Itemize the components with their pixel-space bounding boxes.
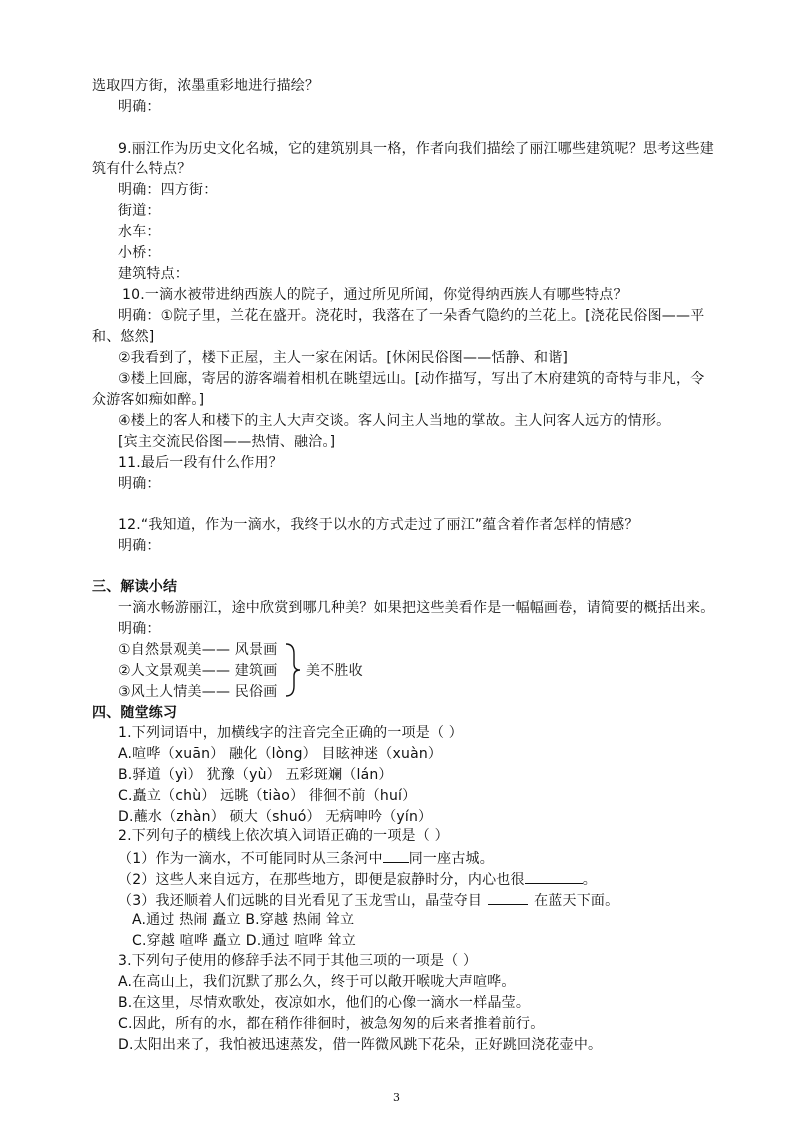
option-line: A.喧哗（xuān） 融化（lòng） 目眩神迷（xuàn）	[118, 746, 443, 762]
answer-line: 明确：①院子里，兰花在盛开。浇花时，我落在了一朵香气隐约的兰花上。[浇花民俗图——平	[118, 308, 705, 324]
text-line: 街道：	[118, 203, 161, 219]
question-12: 12.“我知道，作为一滴水，我终于以水的方式走过了丽江”蕴含着作者怎样的情感？	[118, 517, 639, 533]
summary-item: ②人文景观美—— 建筑画	[118, 663, 278, 679]
text-line: 建筑特点：	[118, 266, 189, 282]
page-number: 3	[393, 1091, 400, 1104]
fill-blank-sentence: （2）这些人来自远方，在那些地方，即便是寂静时分，内心也很 。	[118, 869, 597, 889]
text-line: [宾主交流民俗图——热情、融洽。]	[118, 434, 336, 450]
fill-blank-sentence: （3）我还顺着人们远眺的目光看见了玉龙雪山，晶莹夺目 在蓝天下面。	[118, 890, 619, 910]
summary-conclusion: 美不胜收	[306, 663, 363, 679]
fill-blank-sentence: （1）作为一滴水，不可能同时从三条河中 同一座古城。	[118, 848, 494, 868]
text-line: 选取四方街，浓墨重彩地进行描绘？	[92, 78, 320, 94]
option-line: C.穿越 喧哗 矗立 D.通过 喧哗 耸立	[132, 933, 356, 949]
text-line: 小桥：	[118, 245, 161, 261]
option-line: B.驿道（yì） 犹豫（yù） 五彩斑斓（lán）	[118, 767, 393, 783]
question-9: 9.丽江作为历史文化名城，它的建筑别具一格，作者向我们描绘了丽江哪些建筑呢？思考这些建	[118, 141, 714, 157]
answer-label: 明确：	[118, 99, 161, 115]
option-line: D.太阳出来了，我怕被迅速蒸发，借一阵微风跳下花朵，正好跳回浇花壶中。	[118, 1037, 603, 1053]
answer-label: 明确：四方街：	[118, 182, 218, 198]
answer-label: 明确：	[118, 476, 161, 492]
option-line: A.在高山上，我们沉默了那么久，终于可以敞开喉咙大声喧哗。	[118, 974, 516, 990]
exercise-question: 2.下列句子的横线上依次填入词语正确的一项是（ ）	[118, 828, 449, 844]
summary-item: ③风土人情美—— 民俗画	[118, 684, 278, 700]
section-heading: 四、随堂练习	[92, 705, 178, 721]
text-line: ②我看到了，楼下正屋，主人一家在闲话。[休闲民俗图——恬静、和谐]	[118, 350, 569, 366]
question-11: 11.最后一段有什么作用？	[118, 455, 283, 471]
option-line: D.蘸水（zhàn） 硕大（shuó） 无病呻吟（yín）	[118, 809, 433, 825]
text-line: ③楼上回廊，寄居的游客端着相机在眺望远山。[动作描写，写出了木府建筑的奇特与非凡，令	[118, 371, 705, 387]
text-line: 筑有什么特点？	[92, 161, 192, 177]
curly-brace-icon	[284, 642, 302, 698]
question-10: 10.一滴水被带进纳西族人的院子，通过所见所闻，你觉得纳西族人有哪些特点？	[122, 287, 628, 303]
answer-label: 明确：	[118, 621, 161, 637]
option-line: C.矗立（chù） 远眺（tiào） 徘徊不前（huí）	[118, 788, 417, 804]
option-line: C.因此，所有的水，都在稍作徘徊时，被急匆匆的后来者推着前行。	[118, 1016, 545, 1032]
answer-label: 明确：	[118, 538, 161, 554]
text-line: 一滴水畅游丽江，途中欣赏到哪几种美？如果把这些美看作是一幅幅画卷，请简要的概括出来。	[118, 600, 715, 616]
exercise-question: 3.下列句子使用的修辞手法不同于其他三项的一项是（ ）	[118, 953, 478, 969]
text-line: 和、悠然]	[92, 329, 155, 345]
summary-item: ①自然景观美—— 风景画	[118, 642, 278, 658]
option-line: B.在这里，尽情欢歌处，夜凉如水，他们的心像一滴水一样晶莹。	[118, 995, 531, 1011]
text-line: 水车：	[118, 224, 161, 240]
text-line: ④楼上的客人和楼下的主人大声交谈。客人问主人当地的掌故。主人问客人远方的情形。	[118, 413, 671, 429]
exercise-question: 1.下列词语中，加横线字的注音完全正确的一项是（ ）	[118, 725, 464, 741]
section-heading: 三、解读小结	[92, 579, 178, 595]
text-line: 众游客如痴如醉。]	[92, 392, 205, 408]
option-line: A.通过 热闹 矗立 B.穿越 热闹 耸立	[132, 912, 355, 928]
